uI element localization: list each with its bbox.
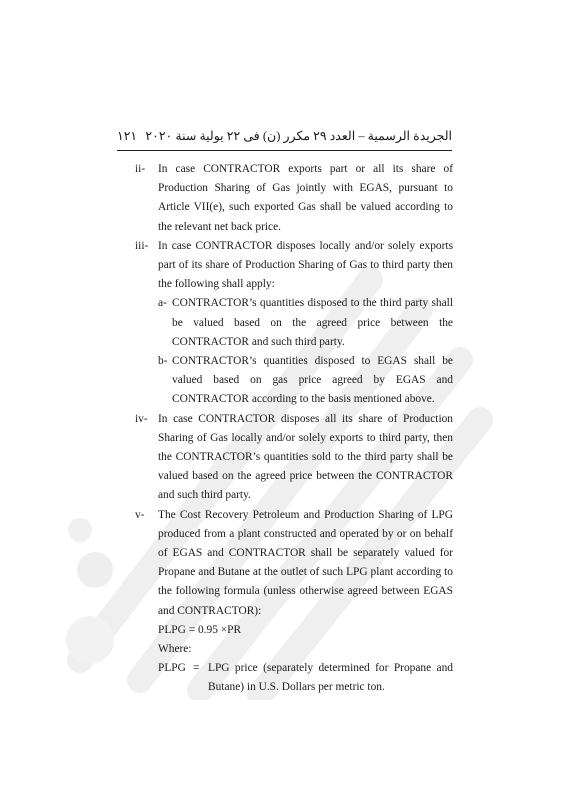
page-number: ١٢١ bbox=[117, 129, 138, 143]
clause-ii bbox=[135, 160, 453, 237]
clause-marker: iv- bbox=[135, 412, 148, 425]
clause-text: In case CONTRACTOR disposes locally and/or solely exports part of its share of Production Sharing of Gas to third party then the following shall apply: bbox=[158, 239, 453, 291]
clause-marker: v- bbox=[135, 508, 145, 521]
clause-iii bbox=[135, 237, 453, 295]
header-rule bbox=[117, 150, 452, 151]
subclause-text: CONTRACTOR’s quantities disposed to the third party shall be valued based on the agreed price between the CONTRACTOR and such third party. bbox=[172, 297, 453, 348]
definition-term: PLPG bbox=[158, 662, 186, 675]
clause-text: The Cost Recovery Petroleum and Production Sharing of LPG produced from a plant constructed and operated by or on behalf of EGAS and CONTRACTOR shall be separately valued for Propane and Butane at the outlet of such LPG plant according to the following formula (unless otherwise agreed between EGAS and CONTRACTOR): bbox=[158, 508, 453, 617]
definition-text: LPG price (separately determined for Propane and Butane) in U.S. Dollars per metric ton. bbox=[208, 662, 453, 694]
clause-text: In case CONTRACTOR disposes all its share of Production Sharing of Gas locally and/or solely exports to third party, then the CONTRACTOR’s quantities sold to the third party shall be valued based on the agreed price between the CONTRACTOR and such third party. bbox=[158, 412, 453, 502]
where-label: Where: bbox=[158, 643, 192, 656]
page-header bbox=[117, 126, 452, 146]
clause-iv bbox=[135, 410, 453, 506]
formula: PLPG = 0.95 ×PR bbox=[158, 623, 242, 636]
clause-marker: iii- bbox=[135, 239, 149, 252]
clause-marker: ii- bbox=[135, 163, 146, 175]
subclause-text: CONTRACTOR’s quantities disposed to EGAS shall be valued based on gas price agreed by EGAS and CONTRACTOR according to the basis mentioned above. bbox=[172, 355, 453, 406]
subclause-marker: a- bbox=[158, 297, 167, 310]
subclause-marker: b- bbox=[158, 355, 168, 368]
gazette-title: الجريدة الرسمية – العدد ٢٩ مكرر (ن) فى ٢٢ يولية سنة ٢٠٢٠ bbox=[145, 129, 452, 143]
clause-v bbox=[135, 506, 453, 621]
definition-equals: = bbox=[193, 662, 200, 675]
clause-iii-a bbox=[158, 294, 453, 352]
clause-text: In case CONTRACTOR exports part or all its share of Production Sharing of Gas jointly with EGAS, pursuant to Article VII(e), such exported Gas shall be valued according to the relevant net back price. bbox=[158, 163, 453, 233]
clause-iii-b bbox=[158, 352, 453, 410]
definition-row bbox=[158, 659, 453, 697]
document-body bbox=[135, 160, 453, 698]
